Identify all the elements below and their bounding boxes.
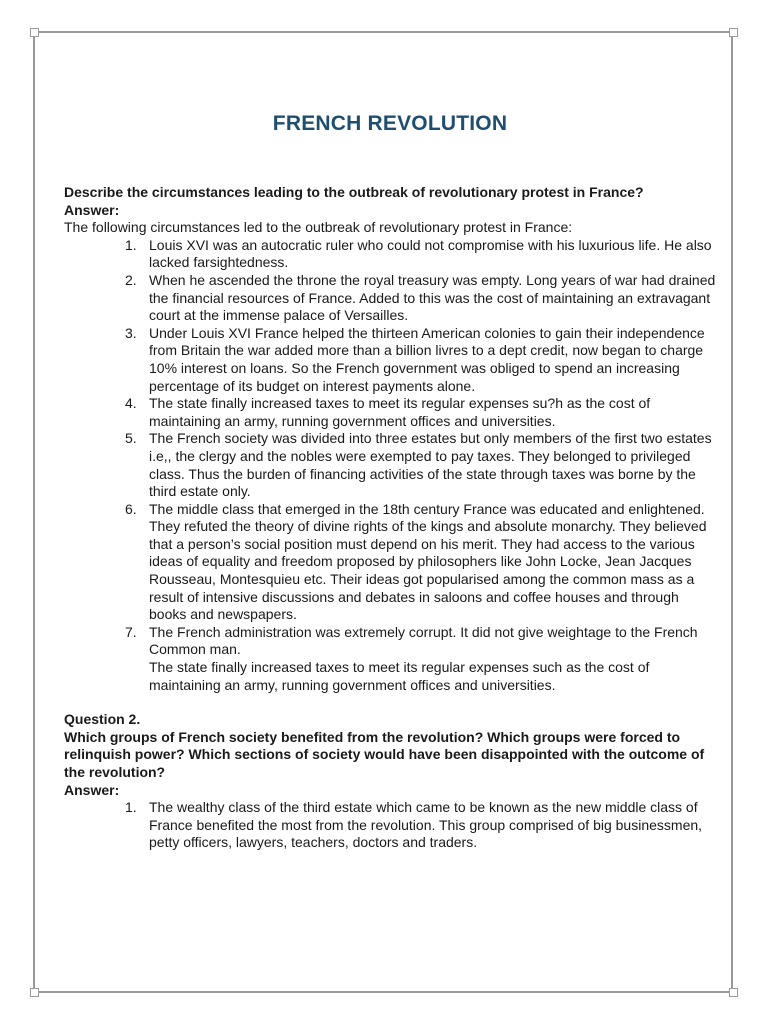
border-corner-bottom-right — [729, 988, 738, 997]
list-item — [64, 430, 716, 500]
list-item-number: 2. — [125, 271, 137, 288]
list-item-number: 5. — [125, 430, 137, 447]
document-content — [64, 110, 716, 852]
list-item-text: The state finally increased taxes to meet its regular expenses su?h as the cost of maintaining an army, running government offices and universities. — [149, 395, 651, 429]
list-item-text: Under Louis XVI France helped the thirteen American colonies to gain their independence from Britain the war added more than a billion livres to a dept credit, now began to charge 10% interest on loans. So the French government was obliged to spend an increasing percentage of its budget on interest payments alone. — [149, 324, 705, 394]
list-item — [64, 237, 716, 272]
list-item-text: The middle class that emerged in the 18th century France was educated and enlightened. They refuted the theory of divine rights of the kings and absolute monarchy. They believed that a person’s social position must depend on his merit. They had access to the various ideas of equality and freedom proposed by philosophers like John Locke, Jean Jacques Rousseau, Montesquieu etc. Their ideas got popularised among the common mass as a result of intensive discussions and debates in saloons and coffee houses and through books and newspapers. — [149, 500, 707, 623]
list-item — [64, 501, 716, 624]
question-2-section — [64, 711, 716, 852]
border-corner-top-left — [30, 28, 39, 37]
list-item-text: The French administration was extremely corrupt. It did not give weightage to the French Common man. — [149, 623, 698, 658]
question-2-label: Question 2. — [64, 711, 141, 728]
border-corner-bottom-left — [30, 988, 39, 997]
list-item-number: 6. — [125, 500, 137, 517]
question-2-list — [64, 799, 716, 852]
document-title: FRENCH REVOLUTION — [272, 112, 508, 135]
list-item-text: When he ascended the throne the royal treasury was empty. Long years of war had drained the financial resources of France. Added to this was the cost of maintaining an extravagant court at the immense palace of Versailles. — [149, 271, 716, 324]
list-item-text: Louis XVI was an autocratic ruler who could not compromise with his luxurious life. He also lacked farsightedness. — [149, 236, 712, 271]
question-1-intro: The following circumstances led to the outbreak of revolutionary protest in France: — [64, 219, 573, 236]
question-2-answer-label: Answer: — [64, 781, 120, 798]
list-item — [64, 325, 716, 395]
border-corner-top-right — [729, 28, 738, 37]
list-item-extra-text: The state finally increased taxes to meet its regular expenses such as the cost of maintaining an army, running government offices and universities. — [149, 659, 650, 693]
list-item-number: 1. — [125, 799, 137, 816]
question-1-list — [64, 237, 716, 694]
list-item-number: 1. — [125, 236, 137, 253]
list-item-text: The wealthy class of the third estate which came to be known as the new middle class of France benefited the most from the revolution. This group comprised of big businessmen, petty officers, lawyers, teachers, doctors and traders. — [149, 799, 703, 851]
list-item — [64, 272, 716, 325]
question-2-text: Which groups of French society benefited from the revolution? Which groups were forced to relinquish power? Which sections of society would have been disappointed with the outcome of the revolution? — [64, 728, 705, 780]
list-item-number: 3. — [125, 324, 137, 341]
question-1-section — [64, 184, 716, 694]
question-1-text: Describe the circumstances leading to the outbreak of revolutionary protest in France? — [64, 184, 644, 200]
list-item — [64, 624, 716, 694]
question-1-answer-label: Answer: — [64, 201, 120, 218]
list-item-number: 4. — [125, 395, 137, 412]
list-item-number: 7. — [125, 623, 137, 640]
list-item — [64, 395, 716, 430]
list-item — [64, 799, 716, 852]
list-item-text: The French society was divided into three estates but only members of the first two estates i.e,, the clergy and the nobles were exempted to pay taxes. They belonged to privileged class. Thus the burden of financing activities of the state through taxes was borne by the third estate only. — [149, 430, 712, 500]
